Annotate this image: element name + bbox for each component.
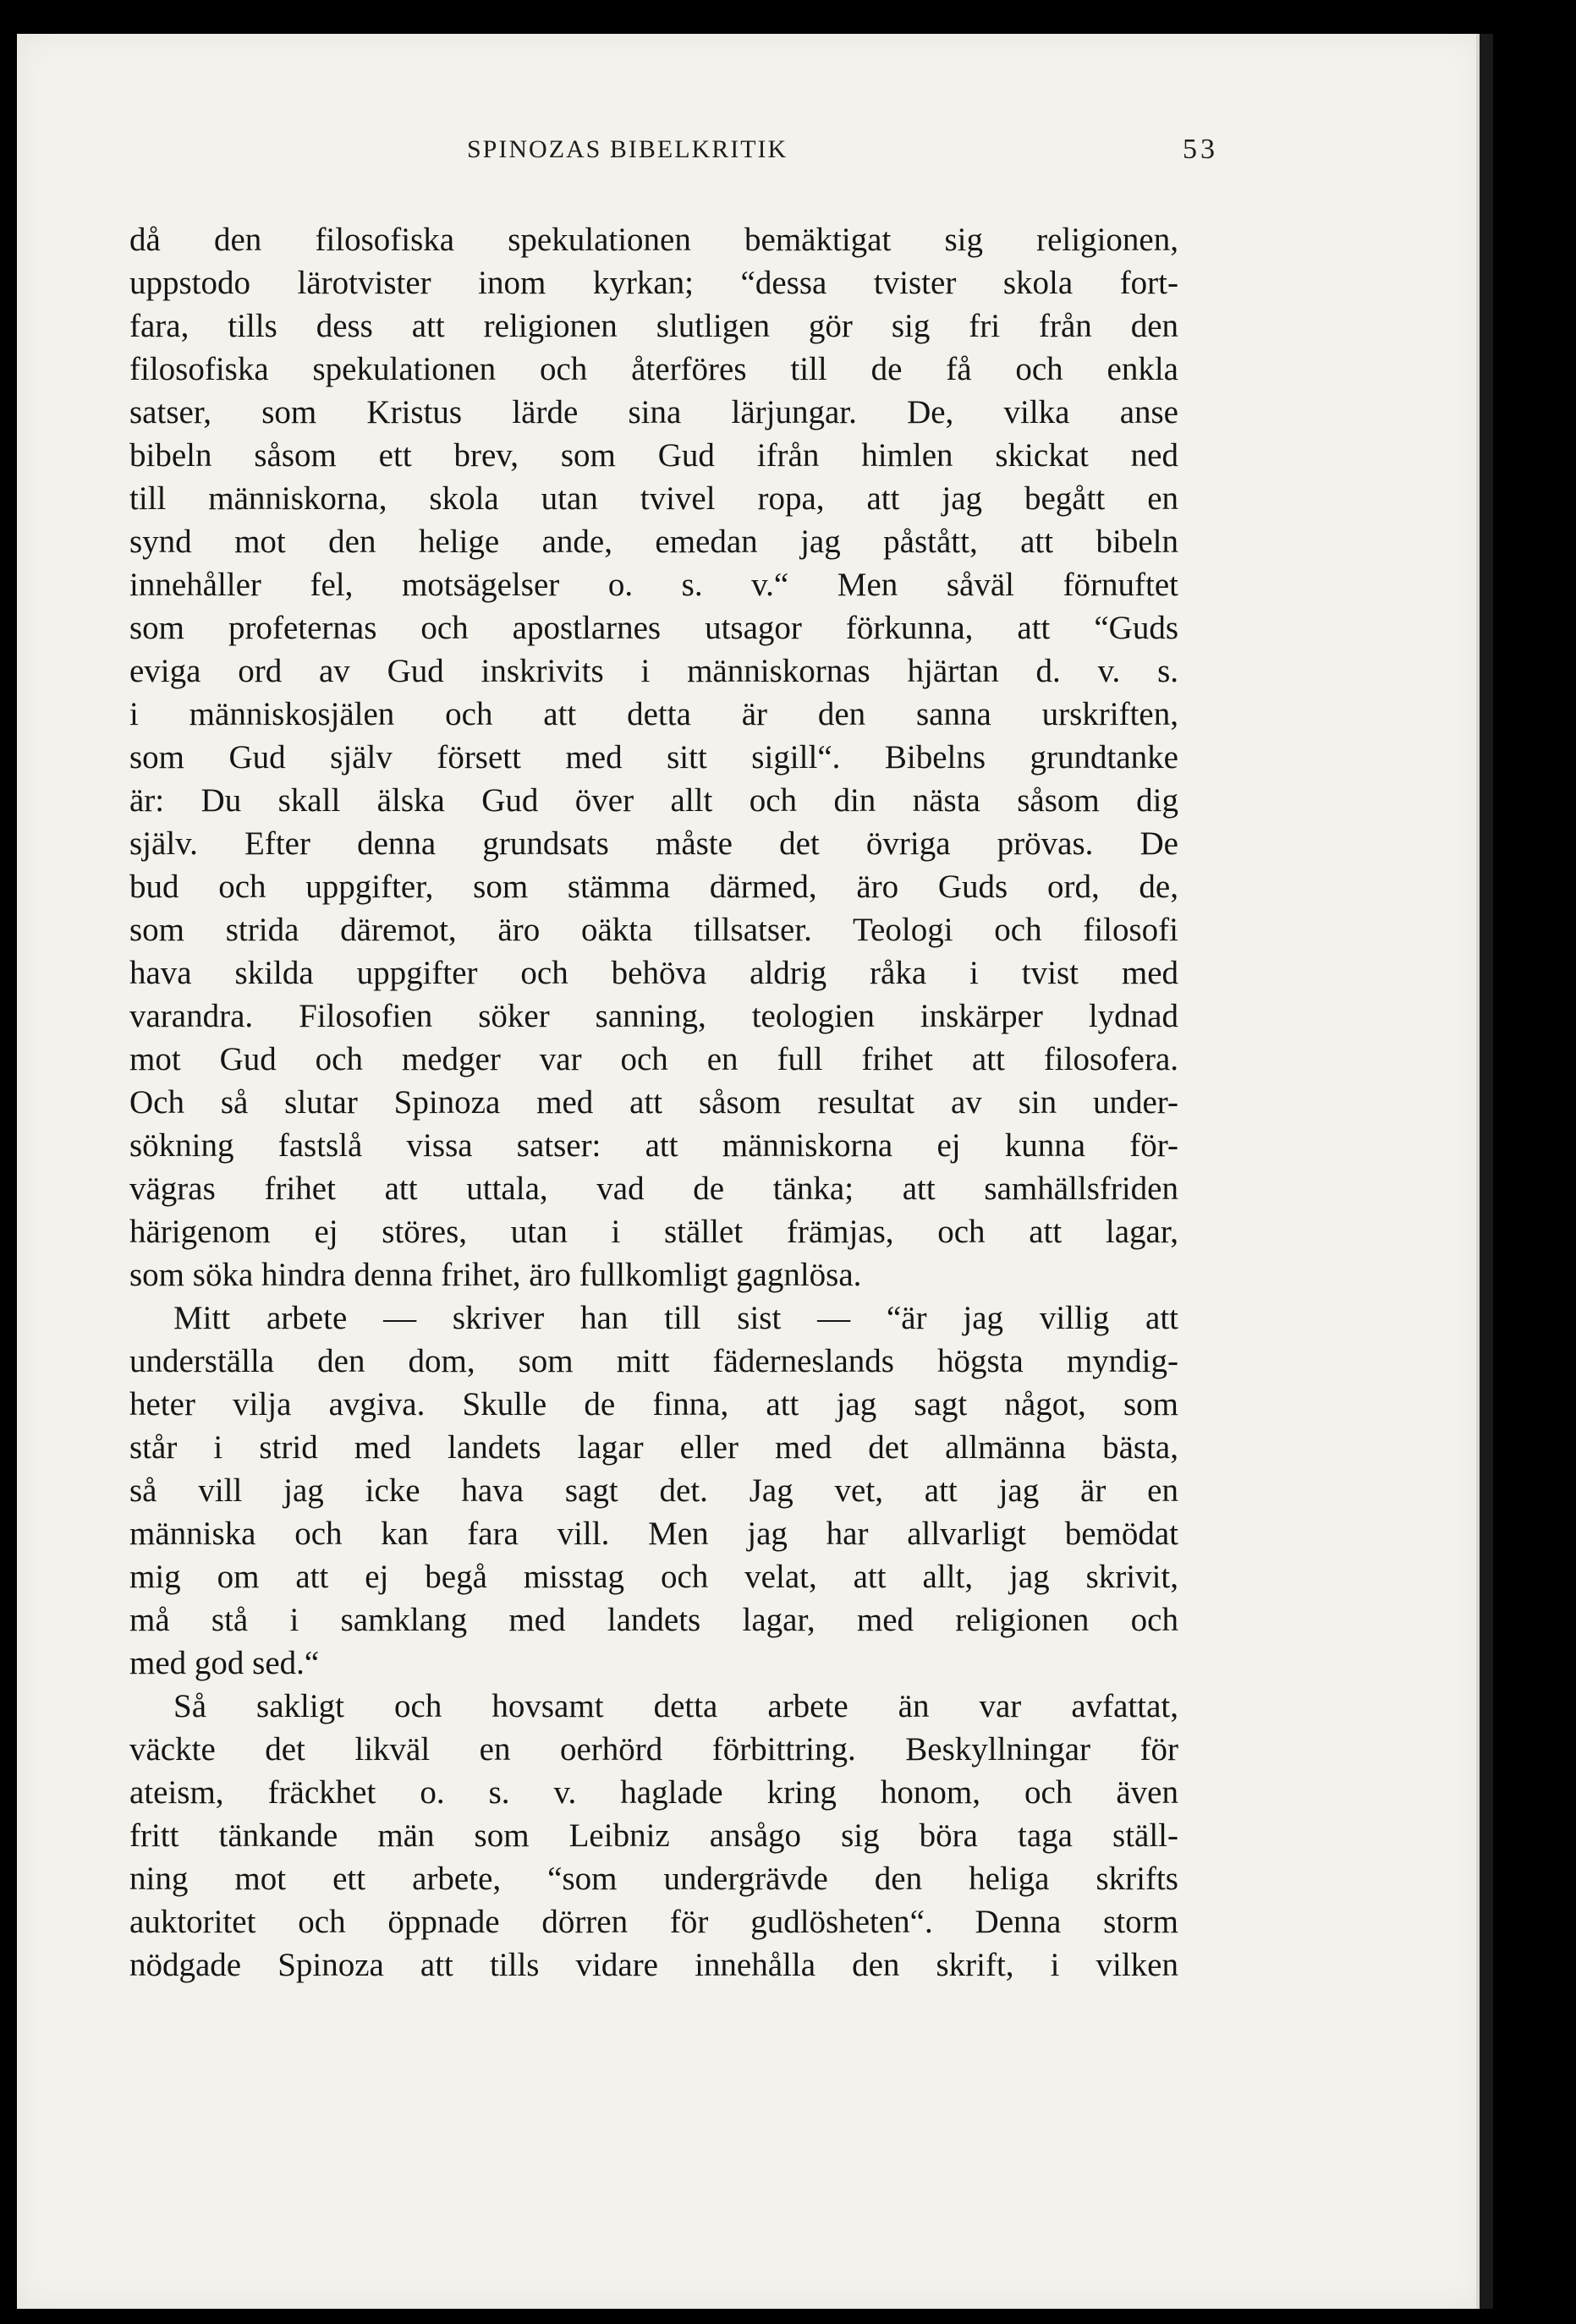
text-line: bud och uppgifter, som stämma därmed, äro Guds ord, de,: [129, 869, 1178, 905]
text-line: hava skilda uppgifter och behöva aldrig råka i tvist med: [129, 955, 1178, 991]
text-line: satser, som Kristus lärde sina lärjungar. De, vilka anse: [129, 394, 1178, 430]
text-line: nödgade Spinoza att tills vidare innehålla den skrift, i vilken: [129, 1947, 1178, 1983]
text-line: auktoritet och öppnade dörren för gudlösheten“. Denna storm: [129, 1904, 1178, 1940]
text-line: i människosjälen och att detta är den sanna urskriften,: [129, 696, 1178, 732]
text-line: står i strid med landets lagar eller med det allmänna bästa,: [129, 1429, 1178, 1466]
text-line: varandra. Filosofien söker sanning, teologien inskärper lydnad: [129, 998, 1178, 1034]
text-line: heter vilja avgiva. Skulle de finna, att jag sagt något, som: [129, 1386, 1178, 1422]
text-line: så vill jag icke hava sagt det. Jag vet, att jag är en: [129, 1472, 1178, 1509]
running-header: [115, 127, 1218, 178]
body-text: [129, 218, 1178, 1987]
text-line: som Gud själv försett med sitt sigill“. Bibelns grundtanke: [129, 739, 1178, 776]
text-line: mig om att ej begå misstag och velat, att allt, jag skrivit,: [129, 1559, 1178, 1595]
text-line: filosofiska spekulationen och återföres till de få och enkla: [129, 351, 1178, 387]
text-line: Mitt arbete — skriver han till sist — “är jag villig att: [173, 1300, 1178, 1336]
text-line: som strida däremot, äro oäkta tillsatser. Teologi och filosofi: [129, 912, 1178, 948]
text-line: som profeternas och apostlarnes utsagor förkunna, att “Guds: [129, 610, 1178, 646]
text-line: fritt tänkande män som Leibniz ansågo sig böra taga ställ-: [129, 1817, 1178, 1854]
text-line: ateism, fräckhet o. s. v. haglade kring honom, och även: [129, 1774, 1178, 1811]
text-line: som söka hindra denna frihet, äro fullkomligt gagnlösa.: [129, 1257, 862, 1293]
text-line: innehåller fel, motsägelser o. s. v.“ Men såväl förnuftet: [129, 567, 1178, 603]
text-line: underställa den dom, som mitt fäderneslands högsta myndig-: [129, 1343, 1178, 1379]
text-line: själv. Efter denna grundsats måste det övriga prövas. De: [129, 825, 1178, 862]
text-line: väckte det likväl en oerhörd förbittring. Beskyllningar för: [129, 1731, 1178, 1768]
text-line: Så sakligt och hovsamt detta arbete än var avfattat,: [173, 1688, 1178, 1724]
text-line: fara, tills dess att religionen slutligen gör sig fri från den: [129, 308, 1178, 344]
text-line: härigenom ej störes, utan i stället främjas, och att lagar,: [129, 1214, 1178, 1250]
text-line: eviga ord av Gud inskrivits i människornas hjärtan d. v. s.: [129, 653, 1178, 689]
text-line: människa och kan fara vill. Men jag har allvarligt bemödat: [129, 1516, 1178, 1552]
text-line: till människorna, skola utan tvivel ropa, att jag begått en: [129, 480, 1178, 517]
text-line: synd mot den helige ande, emedan jag påstått, att bibeln: [129, 523, 1178, 560]
text-line: uppstodo lärotvister inom kyrkan; “dessa tvister skola fort-: [129, 265, 1178, 301]
text-line: bibeln såsom ett brev, som Gud ifrån himlen skickat ned: [129, 437, 1178, 474]
running-title: SPINOZAS BIBELKRITIK: [467, 135, 788, 163]
text-line: då den filosofiska spekulationen bemäktigat sig religionen,: [129, 222, 1178, 258]
text-line: må stå i samklang med landets lagar, med religionen och: [129, 1602, 1178, 1638]
page-edge: [1476, 34, 1493, 2309]
text-line: ning mot ett arbete, “som undergrävde den heliga skrifts: [129, 1861, 1178, 1897]
text-line: mot Gud och medger var och en full frihet att filosofera.: [129, 1041, 1178, 1077]
text-line: sökning fastslå vissa satser: att människorna ej kunna för-: [129, 1127, 1178, 1164]
text-line: vägras frihet att uttala, vad de tänka; att samhällsfriden: [129, 1170, 1178, 1207]
page-number: 53: [1183, 134, 1218, 165]
text-line: Och så slutar Spinoza med att såsom resultat av sin under-: [129, 1084, 1178, 1121]
text-line: är: Du skall älska Gud över allt och din nästa såsom dig: [129, 782, 1178, 819]
text-line: med god sed.“: [129, 1645, 320, 1681]
